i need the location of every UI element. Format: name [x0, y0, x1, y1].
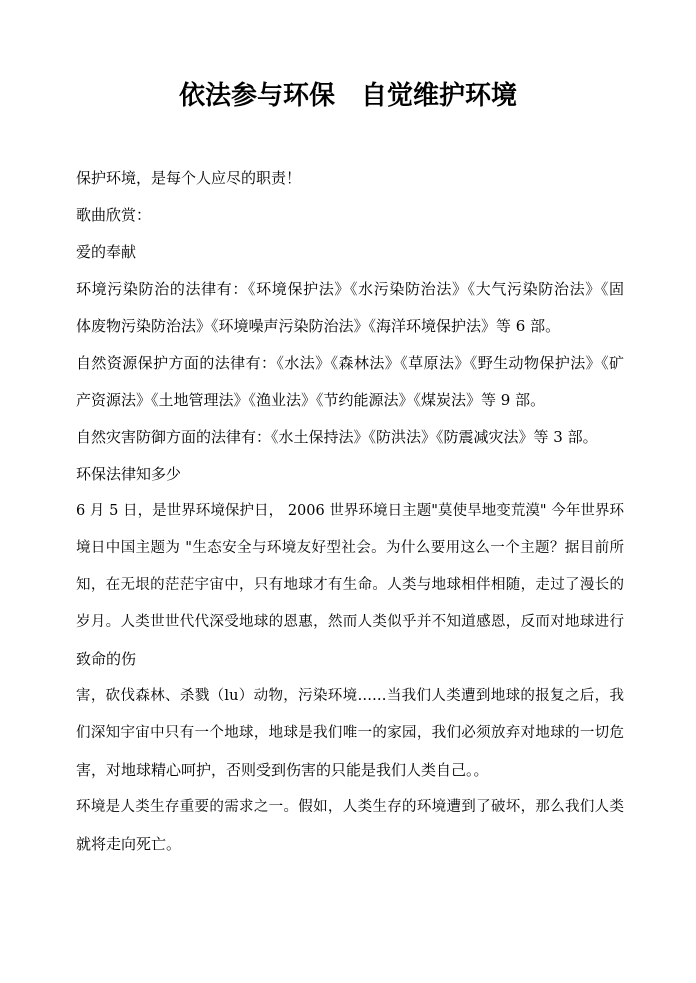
- document-title: 依法参与环保 自觉维护环境: [178, 81, 517, 111]
- text-line: 环境污染防治的法律有：《环境保护法》《水污染防治法》《大气污染防治法》《固: [76, 280, 624, 298]
- text-line: 知，在无垠的茫茫宇宙中，只有地球才有生命。人类与地球相伴相随，走过了漫长的: [76, 577, 624, 593]
- text-line: 环保法律知多少: [76, 465, 182, 483]
- text-line: 致命的伤: [76, 650, 137, 668]
- text-line: 环境是人类生存重要的需求之一。假如，人类生存的环境遭到了破坏，那么我们人类: [76, 799, 624, 815]
- text-line: 自然灾害防御方面的法律有：《水土保持法》《防洪法》《防震减灾法》等 3 部。: [76, 428, 598, 446]
- text-line: 害，对地球精心呵护，否则受到伤害的只能是我们人类自己。。: [76, 761, 489, 779]
- text-line: 岁月。人类世世代代深受地球的恩惠，然而人类似乎并不知道感恩，反而对地球进行: [76, 614, 624, 630]
- text-line: 自然资源保护方面的法律有：《水法》《森林法》《草原法》《野生动物保护法》《矿: [76, 354, 624, 372]
- text-line: 们深知宇宙中只有一个地球，地球是我们唯一的家园，我们必须放弃对地球的一切危: [76, 725, 624, 741]
- text-line: 6 月 5 日，是世界环境保护日， 2006 世界环境日主题"莫使旱地变荒漠" 今年世界环: [76, 503, 624, 519]
- text-line: 境日中国主题为 "生态安全与环境友好型社会。为什么要用这么一个主题？据目前所: [76, 540, 624, 556]
- text-line: 爱的奉献: [76, 243, 137, 261]
- text-line: 歌曲欣赏：: [76, 206, 152, 224]
- text-line: 体废物污染防治法》《环境噪声污染防治法》《海洋环境保护法》等 6 部。: [76, 317, 561, 335]
- text-line: 就将走向死亡。: [76, 835, 182, 853]
- text-line: 保护环境，是每个人应尽的职责！: [76, 169, 302, 187]
- document-body: [76, 160, 624, 863]
- text-line: 害，砍伐森林、杀戮（lu）动物，污染环境……当我们人类遭到地球的报复之后，我: [76, 688, 624, 704]
- text-line: 产资源法》《土地管理法》《渔业法》《节约能源法》《煤炭法》等 9 部。: [76, 391, 546, 409]
